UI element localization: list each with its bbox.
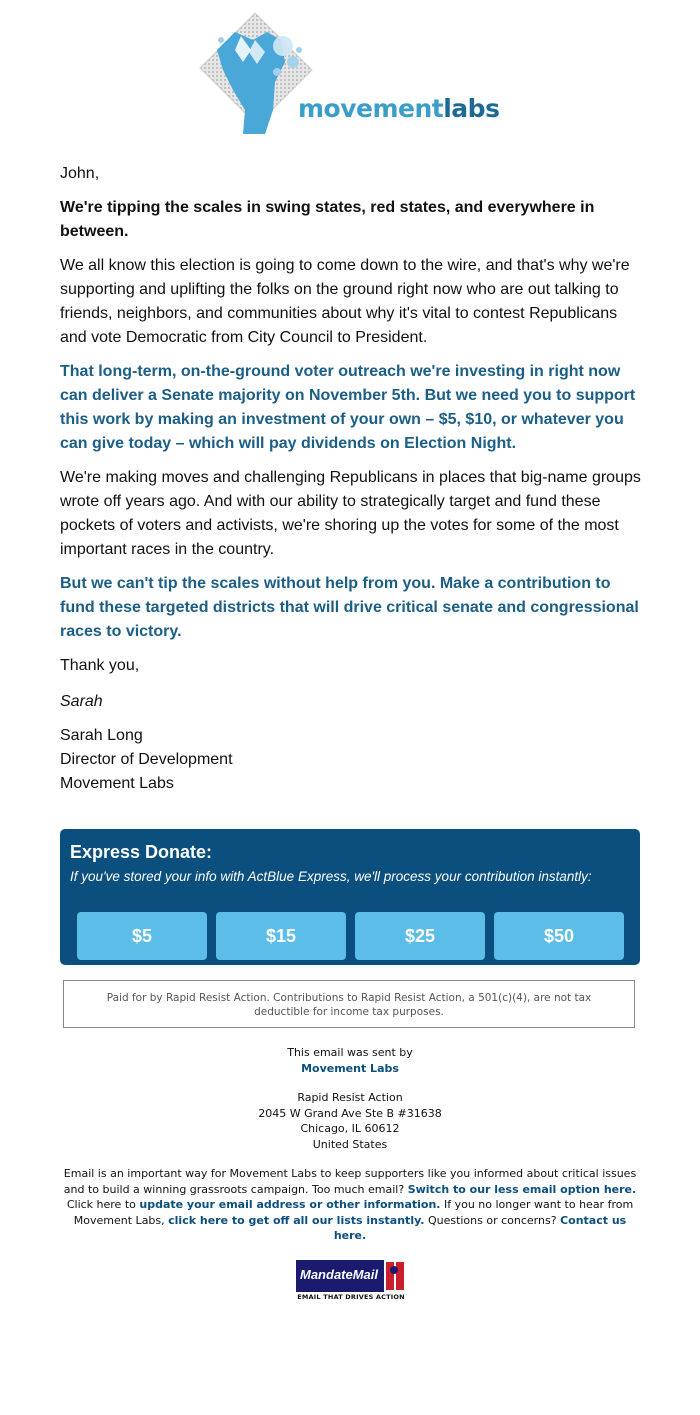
logo-wordmark xyxy=(298,96,499,121)
signer-org: Movement Labs xyxy=(60,775,174,792)
signer-block xyxy=(60,724,645,796)
donate-25-button[interactable]: $25 xyxy=(355,912,485,960)
mandatemail-tagline: EMAIL THAT DRIVES ACTION xyxy=(297,1293,405,1301)
logo-word-labs: labs xyxy=(443,94,500,123)
letter-body xyxy=(60,162,645,796)
greeting: John, xyxy=(60,165,100,182)
donate-50-button[interactable]: $50 xyxy=(494,912,624,960)
paid-for-disclaimer: Paid for by Rapid Resist Action. Contributions to Rapid Resist Action, a 501(c)(4), are not tax deductible for income tax purposes. xyxy=(63,980,635,1028)
notice-text: Questions or concerns? xyxy=(427,1213,557,1227)
sent-by-label: This email was sent by xyxy=(287,1046,413,1059)
donate-button-row xyxy=(77,912,624,960)
movement-labs-logo xyxy=(195,10,505,140)
donate-5-button[interactable]: $5 xyxy=(77,912,207,960)
address-org: Rapid Resist Action xyxy=(297,1091,403,1104)
mailing-address xyxy=(60,1090,640,1152)
sender-link[interactable]: Movement Labs xyxy=(301,1061,399,1075)
email-preferences-notice xyxy=(60,1166,640,1244)
notice-text: If you no longer want to hear from Movement Labs, xyxy=(73,1198,634,1227)
address-street: 2045 W Grand Ave Ste B #31638 xyxy=(258,1106,442,1120)
signer-title: Director of Development xyxy=(60,751,233,768)
notice-text: Click here to xyxy=(66,1198,136,1211)
signer-name: Sarah Long xyxy=(60,727,143,744)
donate-15-button[interactable]: $15 xyxy=(216,912,346,960)
signature: Sarah xyxy=(60,693,103,710)
express-donate-title: Express Donate: xyxy=(70,842,213,862)
update-info-link[interactable]: update your email address or other information. xyxy=(139,1198,441,1211)
mandatemail-name: MandateMail xyxy=(300,1267,379,1282)
unsubscribe-link[interactable]: click here to get off all our lists instantly. xyxy=(168,1213,425,1227)
sent-by-block xyxy=(60,1045,640,1076)
logo-word-movement: movement xyxy=(298,94,444,123)
express-donate-panel xyxy=(60,829,640,965)
address-country: United States xyxy=(312,1137,388,1151)
paragraph: We're making moves and challenging Republicans in places that big-name groups wrote off years ago. And with our ability to strategically target and fund these pockets of voters and activists, we're shoring up the votes for some of the most important races in the country. xyxy=(60,469,641,558)
address-city: Chicago, IL 60612 xyxy=(300,1122,400,1135)
contact-us-link[interactable]: Contact us here. xyxy=(333,1213,627,1242)
less-email-link[interactable]: Switch to our less email option here. xyxy=(407,1182,637,1196)
highlight-paragraph: That long-term, on-the-ground voter outreach we're investing in right now can deliver a Senate majority on November 5th. But we need you to support this work by making an investment of your own – $5, $10, or whatever you can give today – which will pay dividends on Election Night. xyxy=(60,363,636,452)
highlight-paragraph: But we can't tip the scales without help from you. Make a contribution to fund these targeted districts that will drive critical senate and congressional races to victory. xyxy=(60,575,639,640)
headline: We're tipping the scales in swing states, red states, and everywhere in between. xyxy=(60,199,595,240)
mandatemail-badge[interactable] xyxy=(296,1260,406,1302)
notice-text: Email is an important way for Movement Labs to keep supporters like you informed about critical issues and to build a winning grassroots campaign. Too much email? xyxy=(63,1167,637,1196)
email-footer xyxy=(60,1045,640,1258)
paragraph: We all know this election is going to come down to the wire, and that's why we're supporting and uplifting the folks on the ground right now who are out talking to friends, neighbors, and communities about why it's vital to contest Republicans and vote Democratic from City Council to President. xyxy=(60,257,630,346)
express-donate-subtitle: If you've stored your info with ActBlue Express, we'll process your contribution instantly: xyxy=(70,869,592,884)
flag-icon xyxy=(384,1260,406,1292)
closing: Thank you, xyxy=(60,657,140,674)
mandatemail-logo-bar xyxy=(296,1260,406,1292)
